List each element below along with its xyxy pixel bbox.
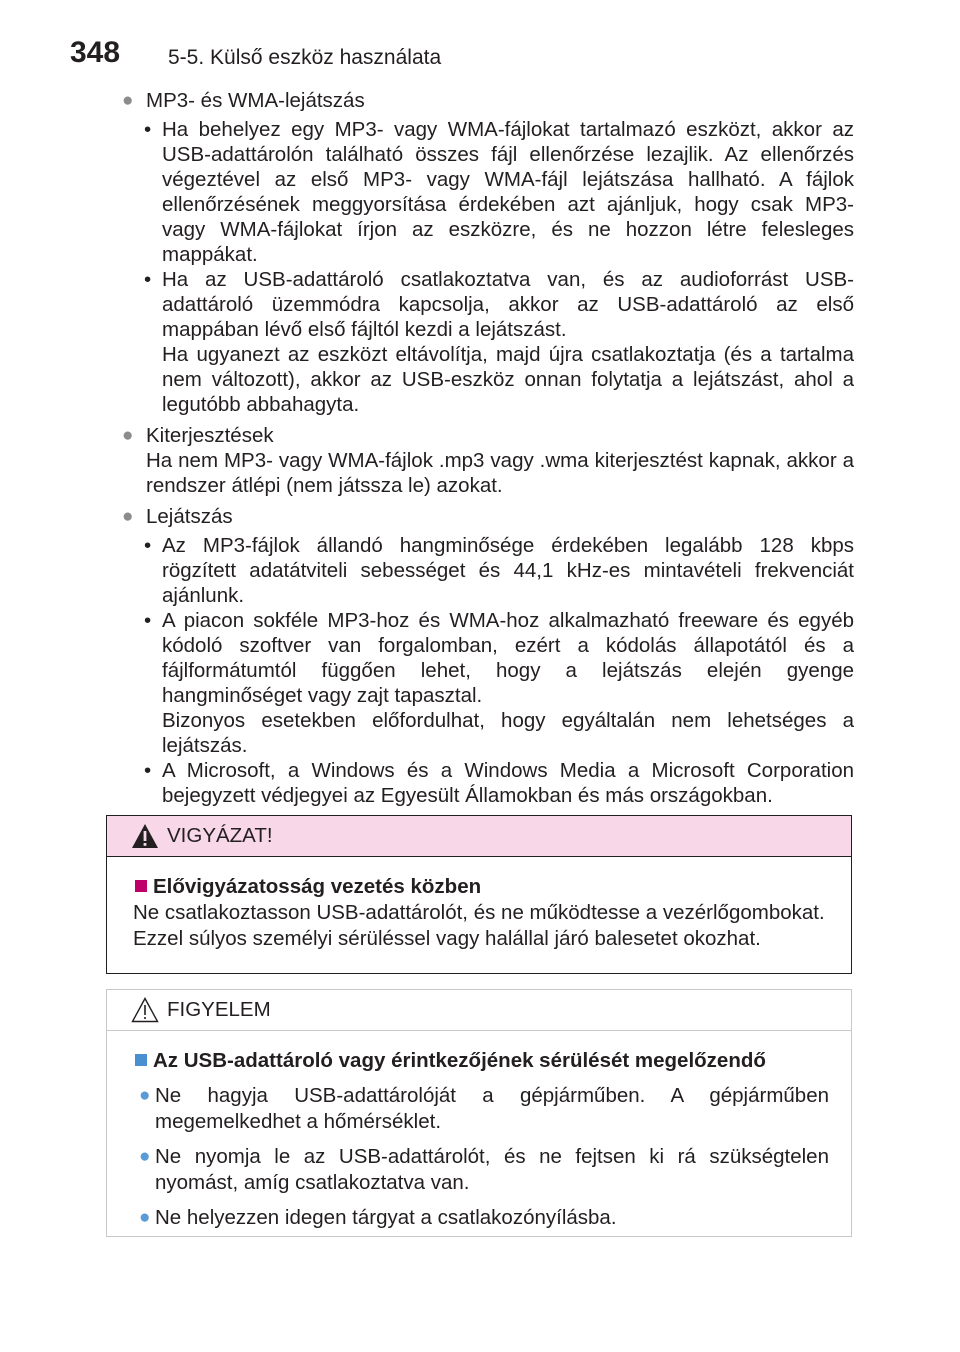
bullet-dot-icon: ● — [122, 425, 134, 446]
main-content — [122, 88, 854, 814]
list-item-text: Ne hagyja USB-adattárolóját a gépjárműben. A gépjárműben megemelkedhet a hőmérséklet. — [155, 1084, 829, 1133]
section-heading — [122, 88, 854, 113]
extensions-text: Ha nem MP3- vagy WMA-fájlok .mp3 vagy .wma kiterjesztést kapnak, akkor a rendszer átlépi (nem játssza le) azokat. — [146, 449, 854, 497]
list-item — [128, 267, 854, 417]
notice-header — [107, 990, 851, 1031]
bullet-dot-icon: ● — [139, 1146, 151, 1167]
list-item-text: A Microsoft, a Windows és a Windows Media a Microsoft Corporation bejegyzett védjegyei az Egyesült Államokban és más országokban. — [162, 759, 854, 807]
bullet-icon: • — [144, 609, 152, 632]
list-item — [133, 1205, 829, 1231]
notice-box — [106, 989, 852, 1237]
caution-label: VIGYÁZAT! — [167, 824, 273, 847]
bullet-dot-icon: ● — [139, 1207, 151, 1228]
caution-heading-text: Elővigyázatosság vezetés közben — [153, 875, 482, 898]
bullet-icon: • — [144, 268, 152, 291]
notice-body — [107, 1048, 851, 1231]
list-item-extra: Ha ugyanezt az eszközt eltávolítja, majd újra csatlakoztatja (és a tartalma nem változott), akkor az USB-eszköz onnan folytatja a lejátszást, ahol a legutóbb abbahagyta. — [162, 343, 854, 416]
notice-heading-text: Az USB-adattároló vagy érintkezőjének sérülését megelőzendő — [153, 1049, 766, 1072]
extensions-section — [122, 423, 854, 498]
mp3-wma-bullets — [128, 117, 854, 417]
list-item-text: Az MP3-fájlok állandó hangminősége érdekében legalább 128 kbps rögzített adatátviteli sebességet és 44,1 kHz-es mintavételi frekvenciát ajánlunk. — [162, 534, 854, 607]
page-number: 348 — [70, 36, 121, 69]
playback-bullets — [128, 533, 854, 808]
list-item — [133, 1083, 829, 1135]
mp3-wma-section — [122, 88, 854, 417]
playback-title: Lejátszás — [146, 505, 233, 528]
warning-triangle-icon — [131, 822, 159, 850]
section-heading — [122, 504, 854, 529]
list-item-text: Ha az USB-adattároló csatlakoztatva van, és az audioforrást USB-adattároló üzemmódra kapcsolja, akkor az USB-adattároló az első mappában lévő első fájltól kezdi a lejátszást. — [162, 268, 854, 341]
caution-text: Ne csatlakoztasson USB-adattárolót, és ne működtesse a vezérlőgombokat. Ezzel súlyos személyi sérüléssel vagy halállal járó balesetet okozhat. — [133, 901, 825, 950]
notice-label: FIGYELEM — [167, 998, 271, 1021]
list-item-extra: Bizonyos esetekben előfordulhat, hogy egyáltalán nem lehetséges a lejátszás. — [162, 709, 854, 757]
list-item-text: Ne nyomja le az USB-adattárolót, és ne fejtsen ki rá szükségtelen nyomást, amíg csatlakoztatva van. — [155, 1145, 829, 1194]
list-item — [128, 758, 854, 808]
list-item — [133, 1144, 829, 1196]
notice-heading — [133, 1048, 829, 1074]
section-heading — [122, 423, 854, 448]
bullet-icon: • — [144, 118, 152, 141]
list-item — [128, 608, 854, 758]
list-item — [128, 117, 854, 267]
caution-heading — [133, 874, 829, 900]
bullet-icon: • — [144, 759, 152, 782]
list-item-text: Ha behelyez egy MP3- vagy WMA-fájlokat tartalmazó eszközt, akkor az USB-adattárolón található összes fájl ellenőrzése lezajlik. Az ellenőrzés végeztével az első MP3- vagy WMA-fájl lejátszása hallható. A fájlok ellenőrzésének meggyorsítása érdekében azt ajánljuk, hogy csak MP3- vagy WMA-fájlokat írjon az eszközre, és ne hozzon létre felesleges mappákat. — [162, 118, 854, 266]
bullet-dot-icon: ● — [122, 506, 134, 527]
caution-body — [107, 874, 851, 952]
square-bullet-icon — [135, 880, 147, 892]
bullet-dot-icon: ● — [139, 1085, 151, 1106]
square-bullet-icon — [135, 1054, 147, 1066]
section-title: 5-5. Külső eszköz használata — [168, 46, 442, 69]
caution-header — [107, 816, 851, 857]
bullet-dot-icon: ● — [122, 90, 134, 111]
playback-section — [122, 504, 854, 808]
extensions-title: Kiterjesztések — [146, 424, 274, 447]
list-item-text: A piacon sokféle MP3-hoz és WMA-hoz alkalmazható freeware és egyéb kódoló szoftver van forgalomban, ezért a kódolás állapotától és a fájlformátumtól függően lehet, hogy a lejátszás elején gyenge hangminőséget vagy zajt tapasztal. — [162, 609, 854, 707]
warning-triangle-outline-icon — [131, 996, 159, 1024]
mp3-wma-title: MP3- és WMA-lejátszás — [146, 89, 365, 112]
list-item — [128, 533, 854, 608]
caution-box — [106, 815, 852, 974]
bullet-icon: • — [144, 534, 152, 557]
list-item-text: Ne helyezzen idegen tárgyat a csatlakozónyílásba. — [155, 1206, 617, 1229]
